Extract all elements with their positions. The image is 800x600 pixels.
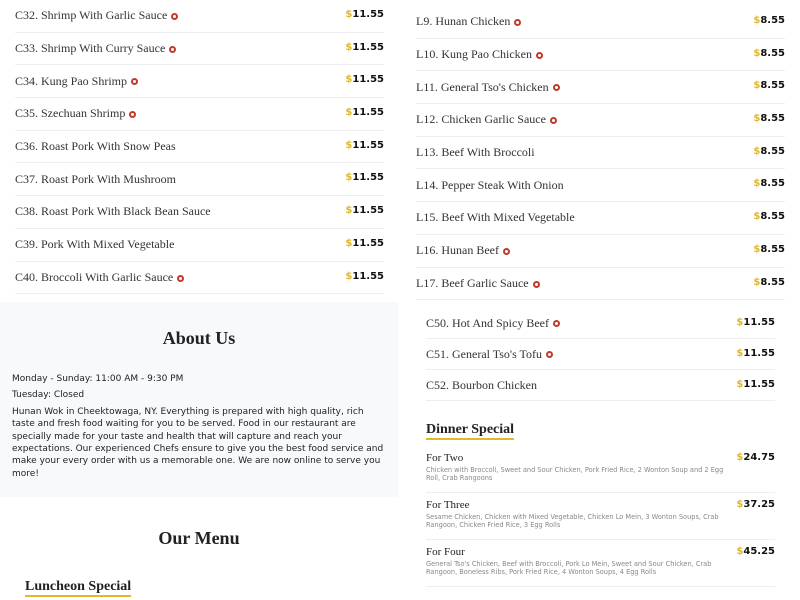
item-name: C32. Shrimp With Garlic Sauce (15, 8, 168, 23)
spicy-icon (169, 46, 176, 53)
item-price (753, 211, 785, 222)
price-value: 37.25 (743, 499, 775, 510)
about-text: Hunan Wok in Cheektowaga, NY. Everything is prepared with high quality, rich taste and fresh food waiting for you to be served. Food in our restaurant are specially made for your taste and health that will capture and reach your expectations. Our experienced Chefs ensure to give you the best food service and make your every order with us a memorable one. We are now online to serve you more! (12, 406, 384, 479)
item-name: C51. General Tso's Tofu (426, 346, 543, 361)
item-price (345, 9, 384, 20)
menu-item[interactable] (15, 131, 384, 164)
item-price (736, 379, 775, 390)
spicy-icon (129, 111, 136, 118)
dinner-item-text (426, 546, 736, 580)
currency-symbol: $ (345, 41, 353, 53)
item-name: C40. Broccoli With Garlic Sauce (15, 269, 174, 284)
item-name-wrap (416, 178, 564, 193)
currency-symbol: $ (753, 145, 761, 157)
item-price (736, 546, 775, 557)
menu-item[interactable] (426, 308, 775, 339)
currency-symbol: $ (345, 270, 353, 282)
item-price (345, 42, 384, 53)
item-name: C38. Roast Pork With Black Bean Sauce (15, 204, 211, 219)
menu-item[interactable] (15, 262, 384, 295)
price-value: 11.55 (352, 139, 384, 151)
currency-symbol: $ (736, 379, 744, 390)
item-name-wrap (15, 237, 174, 252)
menu-title: Our Menu (158, 528, 240, 548)
currency-symbol: $ (345, 237, 353, 249)
menu-item[interactable] (426, 370, 775, 401)
menu-item[interactable] (416, 137, 785, 170)
item-price (345, 271, 384, 282)
item-name-wrap (15, 270, 184, 285)
dinner-item-text (426, 452, 736, 486)
item-name: L10. Kung Pao Chicken (416, 47, 532, 62)
price-value: 24.75 (743, 452, 775, 463)
item-price (753, 178, 785, 189)
currency-symbol: $ (753, 276, 761, 288)
item-price (753, 15, 785, 26)
item-name-wrap (15, 74, 138, 89)
spicy-icon (503, 248, 510, 255)
hours: Monday - Sunday: 11:00 AM - 9:30 PM (12, 374, 184, 384)
menu-item[interactable] (15, 196, 384, 229)
item-price (345, 107, 384, 118)
price-value: 11.55 (352, 107, 384, 119)
item-name: L11. General Tso's Chicken (416, 79, 549, 94)
currency-symbol: $ (753, 80, 761, 92)
price-value: 8.55 (760, 211, 785, 223)
item-name-wrap (15, 172, 176, 187)
item-price (345, 205, 384, 216)
spicy-icon (553, 84, 560, 91)
price-value: 11.55 (352, 9, 384, 20)
currency-symbol: $ (753, 15, 761, 26)
menu-item[interactable] (416, 39, 785, 72)
menu-item[interactable] (416, 71, 785, 104)
item-name: C34. Kung Pao Shrimp (15, 73, 128, 88)
currency-symbol: $ (753, 243, 761, 255)
price-value: 11.55 (743, 348, 775, 359)
price-value: 11.55 (352, 237, 384, 249)
price-value: 8.55 (760, 113, 785, 125)
currency-symbol: $ (736, 348, 744, 359)
menu-item[interactable] (15, 0, 384, 33)
price-value: 11.55 (743, 379, 775, 390)
dinner-item-name: For Four (426, 546, 465, 558)
item-name-wrap (15, 139, 176, 154)
dinner-item-name: For Two (426, 452, 464, 464)
price-value: 11.55 (352, 74, 384, 86)
currency-symbol: $ (753, 211, 761, 223)
item-name-wrap (416, 14, 521, 29)
item-price (753, 80, 785, 91)
spicy-icon (550, 117, 557, 124)
currency-symbol: $ (736, 499, 744, 510)
currency-symbol: $ (345, 9, 353, 20)
price-value: 11.55 (352, 205, 384, 217)
item-name-wrap (416, 243, 510, 258)
item-name: L16. Hunan Beef (416, 243, 499, 258)
currency-symbol: $ (753, 113, 761, 125)
currency-symbol: $ (753, 178, 761, 190)
item-name-wrap (426, 347, 553, 362)
luncheon-special-heading[interactable]: Luncheon Special (25, 579, 131, 597)
item-price (736, 348, 775, 359)
dinner-item[interactable] (426, 540, 775, 587)
dinner-list (426, 446, 775, 587)
menu-item[interactable] (15, 65, 384, 98)
item-name: L17. Beef Garlic Sauce (416, 275, 529, 290)
currency-symbol: $ (736, 452, 744, 463)
item-name-wrap (416, 80, 560, 95)
item-name: C33. Shrimp With Curry Sauce (15, 41, 166, 56)
menu-item[interactable] (416, 235, 785, 268)
spicy-icon (533, 281, 540, 288)
item-name-wrap (416, 276, 540, 291)
dinner-item-name: For Three (426, 499, 470, 511)
menu-item[interactable] (416, 268, 785, 301)
price-value: 8.55 (760, 243, 785, 255)
currency-symbol: $ (345, 172, 353, 184)
dinner-special-heading[interactable]: Dinner Special (426, 422, 514, 440)
item-name: L12. Chicken Garlic Sauce (416, 112, 546, 127)
item-name: C52. Bourbon Chicken (426, 377, 537, 392)
dinner-item[interactable] (426, 493, 775, 540)
price-value: 11.55 (352, 41, 384, 53)
item-price (736, 317, 775, 328)
item-name: C37. Roast Pork With Mushroom (15, 171, 176, 186)
currency-symbol: $ (753, 47, 761, 59)
item-price (753, 277, 785, 288)
menu-item[interactable] (416, 202, 785, 235)
item-price (345, 74, 384, 85)
spicy-icon (177, 275, 184, 282)
item-name-wrap (426, 378, 537, 393)
price-value: 8.55 (760, 276, 785, 288)
menu-item[interactable] (416, 104, 785, 137)
closed-day: Tuesday: Closed (12, 390, 85, 401)
menu-item[interactable] (426, 339, 775, 370)
about-section (0, 302, 398, 497)
item-name: L14. Pepper Steak With Onion (416, 177, 564, 192)
item-name-wrap (416, 47, 543, 62)
item-name-wrap (416, 210, 575, 225)
currency-symbol: $ (736, 546, 744, 557)
dinner-item-text (426, 499, 736, 533)
item-name: L9. Hunan Chicken (416, 14, 511, 29)
menu-item[interactable] (15, 98, 384, 131)
item-name: C39. Pork With Mixed Vegetable (15, 237, 175, 252)
spicy-icon (546, 351, 553, 358)
item-name-wrap (416, 112, 557, 127)
item-name-wrap (426, 316, 560, 331)
spicy-icon (553, 320, 560, 327)
menu-item[interactable] (416, 6, 785, 39)
price-value: 8.55 (760, 80, 785, 92)
spicy-icon (171, 13, 178, 20)
item-price (736, 499, 775, 510)
item-price (753, 244, 785, 255)
dinner-item-desc: General Tso's Chicken, Beef with Broccoli, Pork Lo Mein, Sweet and Sour Chicken, Crab Rangoon, Boneless Ribs, Pork Fried Rice, 4 Wonton Soups, 4 Egg Rolls (426, 560, 712, 576)
spicy-icon (514, 19, 521, 26)
about-title: About Us (162, 328, 236, 348)
price-value: 8.55 (760, 178, 785, 190)
dinner-item[interactable] (426, 446, 775, 493)
price-value: 45.25 (743, 546, 775, 557)
menu-item[interactable] (15, 33, 384, 66)
spicy-icon (536, 52, 543, 59)
currency-symbol: $ (736, 317, 744, 328)
menu-item[interactable] (416, 169, 785, 202)
dinner-item-desc: Sesame Chicken, Chicken with Mixed Vegetable, Chicken Lo Mein, 3 Wonton Soups, Crab Rangoon, Chicken Fried Rice, 3 Egg Rolls (426, 513, 719, 529)
price-value: 11.55 (352, 172, 384, 184)
item-price (753, 113, 785, 124)
item-name-wrap (15, 8, 178, 23)
item-name: C36. Roast Pork With Snow Peas (15, 139, 176, 154)
price-value: 11.55 (352, 270, 384, 282)
item-name: C50. Hot And Spicy Beef (426, 315, 549, 330)
currency-symbol: $ (345, 74, 353, 86)
price-value: 11.55 (743, 317, 775, 328)
menu-list-left (15, 0, 384, 294)
item-name-wrap (15, 204, 211, 219)
item-price (345, 172, 384, 183)
item-price (753, 48, 785, 59)
menu-item[interactable] (15, 229, 384, 262)
item-name: L13. Beef With Broccoli (416, 145, 535, 160)
item-price (345, 238, 384, 249)
menu-list-luncheon (416, 6, 785, 300)
item-name-wrap (15, 106, 136, 121)
menu-item[interactable] (15, 163, 384, 196)
spicy-icon (131, 78, 138, 85)
item-price (736, 452, 775, 463)
item-name-wrap (416, 145, 535, 160)
currency-symbol: $ (345, 107, 353, 119)
item-name: L15. Beef With Mixed Vegetable (416, 210, 575, 225)
price-value: 8.55 (760, 145, 785, 157)
item-price (345, 140, 384, 151)
price-value: 8.55 (760, 47, 785, 59)
menu-list-chicken (426, 308, 775, 401)
item-name: C35. Szechuan Shrimp (15, 106, 126, 121)
item-price (753, 146, 785, 157)
price-value: 8.55 (760, 15, 785, 26)
dinner-item-desc: Chicken with Broccoli, Sweet and Sour Chicken, Pork Fried Rice, 2 Wonton Soup and 2 Egg Roll, Crab Rangoons (426, 466, 724, 482)
item-name-wrap (15, 41, 176, 56)
currency-symbol: $ (345, 205, 353, 217)
currency-symbol: $ (345, 139, 353, 151)
